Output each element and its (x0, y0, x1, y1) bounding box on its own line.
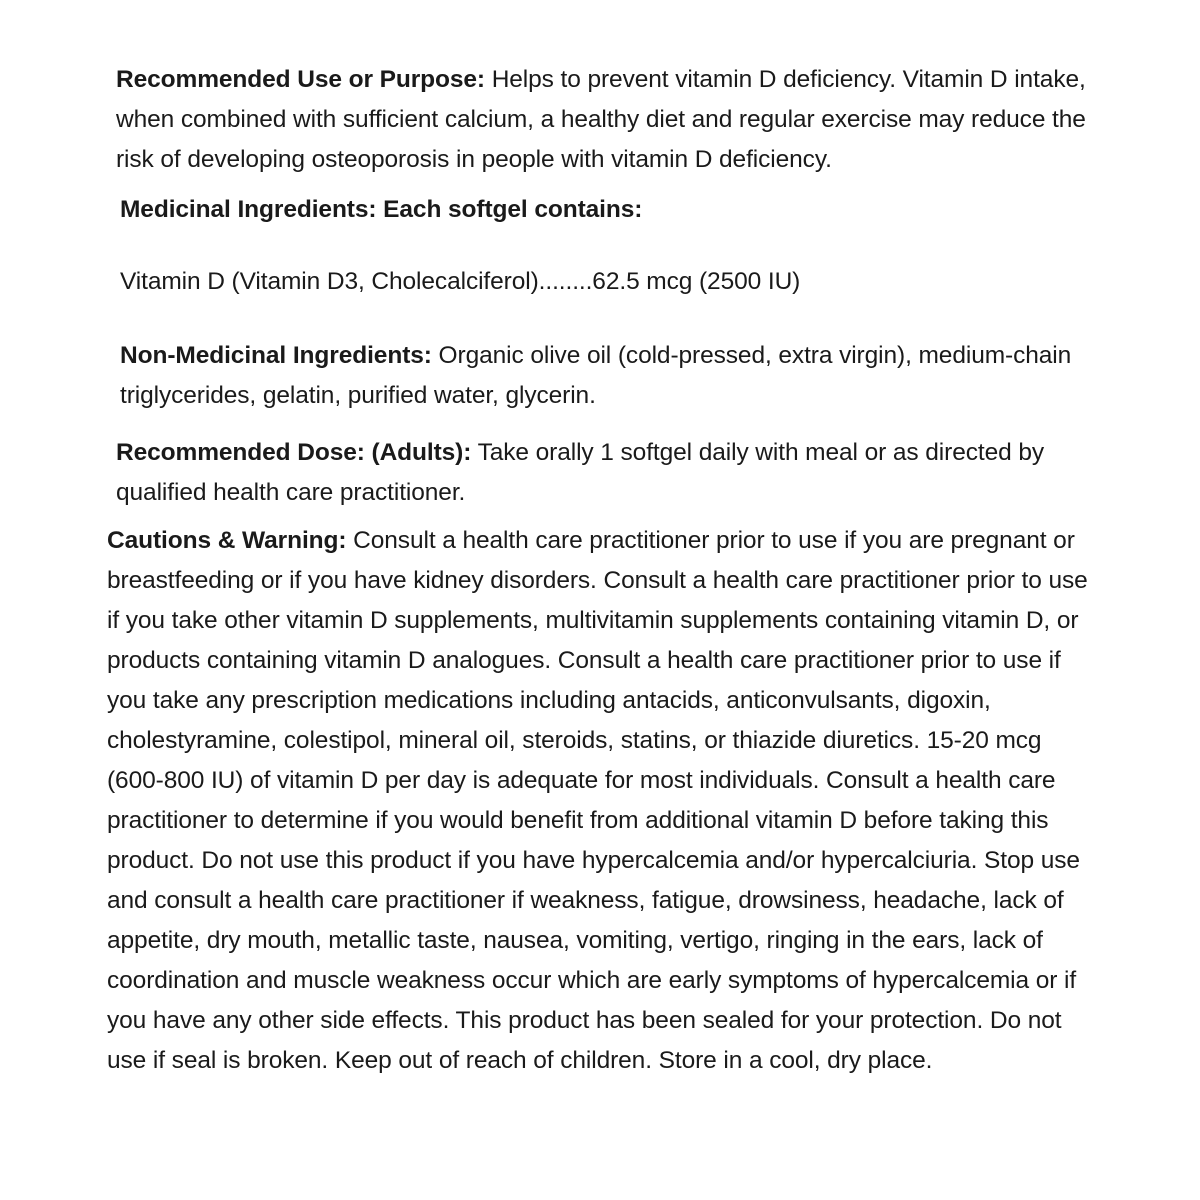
cautions-paragraph (107, 521, 1097, 1081)
medicinal-ingredients-heading: Medicinal Ingredients: Each softgel contains: (120, 196, 643, 223)
cautions-text: Consult a health care practitioner prior to use if you are pregnant or breastfeeding or if you have kidney disorders. Consult a health care practitioner prior to use if you take other vitamin D supplements, multivitamin supplements containing vitamin D, or products containing vitamin D analogues. Consult a health care practitioner prior to use if you take any prescription medications including antacids, anticonvulsants, digoxin, cholestyramine, colestipol, mineral oil, steroids, statins, or thiazide diuretics. 15-20 mcg (600-800 IU) of vitamin D per day is adequate for most individuals. Consult a health care practitioner to determine if you would benefit from additional vitamin D before taking this product. Do not use this product if you have hypercalcemia and/or hypercalciuria. Stop use and consult a health care practitioner if weakness, fatigue, drowsiness, headache, lack of appetite, dry mouth, metallic taste, nausea, vomiting, vertigo, ringing in the ears, lack of coordination and muscle weakness occur which are early symptoms of hypercalcemia or if you have any other side effects. This product has been sealed for your protection. Do not use if seal is broken. Keep out of reach of children. Store in a cool, dry place. (107, 527, 1088, 1074)
recommended-dose-label: Recommended Dose: (Adults): (116, 439, 472, 466)
cautions-label: Cautions & Warning: (107, 527, 347, 554)
non-medicinal-ingredients-label: Non-Medicinal Ingredients: (120, 342, 432, 369)
recommended-dose-text: Take orally 1 softgel daily with meal or as directed by qualified health care practitioner. (116, 439, 1045, 506)
non-medicinal-ingredients-paragraph (120, 336, 1105, 416)
non-medicinal-ingredients-text: Organic olive oil (cold-pressed, extra virgin), medium-chain triglycerides, gelatin, purified water, glycerin. (120, 342, 1072, 409)
recommended-use-paragraph (116, 60, 1106, 180)
medicinal-ingredient-line: Vitamin D (Vitamin D3, Cholecalciferol)........62.5 mcg (2500 IU) (120, 268, 801, 295)
recommended-use-text: Helps to prevent vitamin D deficiency. Vitamin D intake, when combined with sufficient calcium, a healthy diet and regular exercise may reduce the risk of developing osteoporosis in people with vitamin D deficiency. (116, 66, 1086, 173)
recommended-use-label: Recommended Use or Purpose: (116, 66, 485, 93)
recommended-dose-paragraph (116, 433, 1106, 513)
